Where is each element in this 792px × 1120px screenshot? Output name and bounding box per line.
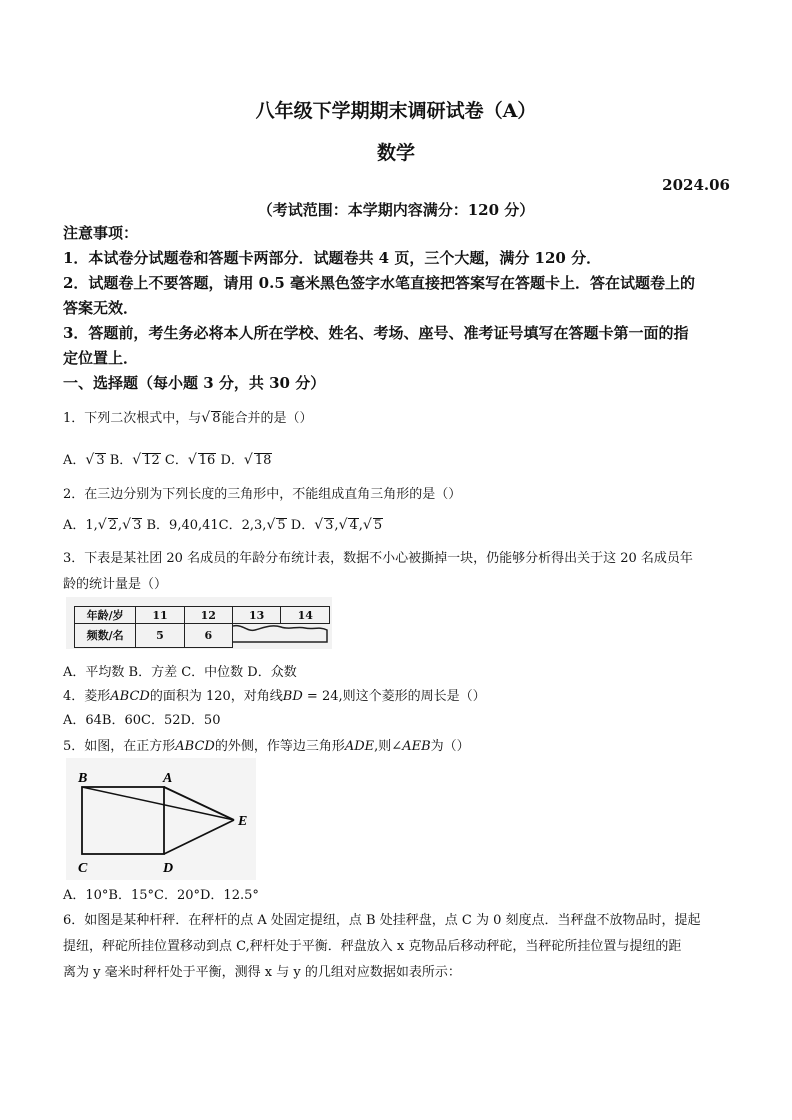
note-item: 定位置上． bbox=[63, 349, 139, 367]
exam-title: 八年级下学期期末调研试卷（A） bbox=[255, 100, 537, 122]
question-6-stem: 提纽，秤砣所挂位置移动到点 C,秤杆处于平衡．秤盘放入 x 克物品后移动秤砣，当秤砣所挂位置与提纽的距 bbox=[63, 939, 682, 954]
question-2-options: A．1,√ 2,√ 3 B．9,40,41C．2,3,√ 5 D．√ 3,√ 4,√ 5 bbox=[63, 517, 383, 533]
question-6-stem: 离为 y 毫米时秤杆处于平衡，测得 x 与 y 的几组对应数据如表所示： bbox=[63, 965, 461, 980]
table-cell: 6 bbox=[184, 624, 232, 648]
question-4-stem: 4．菱形ABCD的面积为 120，对角线BD = 24,则这个菱形的周长是（） bbox=[63, 689, 486, 704]
question-3-stem: 龄的统计量是（） bbox=[63, 577, 168, 592]
exam-info: （考试范围：本学期内容满分：120 分） bbox=[257, 201, 535, 219]
notes-heading: 注意事项： bbox=[63, 224, 139, 242]
torn-table-image bbox=[66, 597, 332, 649]
question-3-options: A．平均数 B．方差 C．中位数 D．众数 bbox=[63, 665, 297, 680]
table-cell: 12 bbox=[184, 607, 232, 624]
table-cell: 11 bbox=[136, 607, 184, 624]
question-3-stem: 3．下表是某社团 20 名成员的年龄分布统计表，数据不小心被撕掉一块，仍能够分析得出关于这 20 名成员年 bbox=[63, 551, 693, 566]
question-2-stem: 2．在三边分别为下列长度的三角形中，不能组成直角三角形的是（） bbox=[63, 487, 462, 502]
table-cell: 13 bbox=[232, 607, 281, 624]
table-cell: 5 bbox=[136, 624, 184, 648]
label-d: D bbox=[163, 861, 174, 876]
label-b: B bbox=[78, 771, 88, 786]
subject-title: 数学 bbox=[376, 142, 415, 164]
square-triangle-figure bbox=[66, 758, 256, 880]
question-5-stem: 5．如图，在正方形ABCD的外侧，作等边三角形ADE,则∠AEB为（） bbox=[63, 739, 470, 754]
table-header-cell: 频数/名 bbox=[75, 624, 136, 648]
torn-area bbox=[232, 624, 329, 648]
exam-date: 2024.06 bbox=[662, 176, 730, 194]
note-item: 答案无效． bbox=[63, 299, 139, 317]
question-1-options: A．√ 3 B．√ 12 C．√ 16 D．√ 18 bbox=[63, 452, 272, 468]
question-5-options: A．10°B．15°C．20°D．12.5° bbox=[63, 888, 259, 903]
label-a: A bbox=[163, 771, 173, 786]
table-header-cell: 年龄/岁 bbox=[75, 607, 136, 624]
geometry-diagram bbox=[66, 758, 256, 880]
torn-edge bbox=[233, 624, 329, 644]
note-item: 3．答题前，考生务必将本人所在学校、姓名、考场、座号、准考证号填写在答题卡第一面的指 bbox=[63, 324, 689, 342]
note-item: 2．试题卷上不要答题，请用 0.5 毫米黑色签字水笔直接把答案写在答题卡上．答在试题卷上的 bbox=[63, 274, 695, 292]
label-c: C bbox=[78, 861, 88, 876]
question-1-stem: 1．下列二次根式中，与√ 8能合并的是（） bbox=[63, 410, 313, 426]
question-4-options: A．64B．60C．52D．50 bbox=[63, 713, 221, 728]
section-heading: 一、选择题（每小题 3 分，共 30 分） bbox=[63, 374, 326, 392]
table-cell: 14 bbox=[281, 607, 330, 624]
note-item: 1．本试卷分试题卷和答题卡两部分．试题卷共 4 页，三个大题，满分 120 分． bbox=[63, 249, 602, 267]
label-e: E bbox=[238, 814, 248, 829]
question-6-stem: 6．如图是某种杆秤．在秤杆的点 A 处固定提纽，点 B 处挂秤盘，点 C 为 0 刻度点．当秤盘不放物品时，提起 bbox=[63, 913, 701, 928]
